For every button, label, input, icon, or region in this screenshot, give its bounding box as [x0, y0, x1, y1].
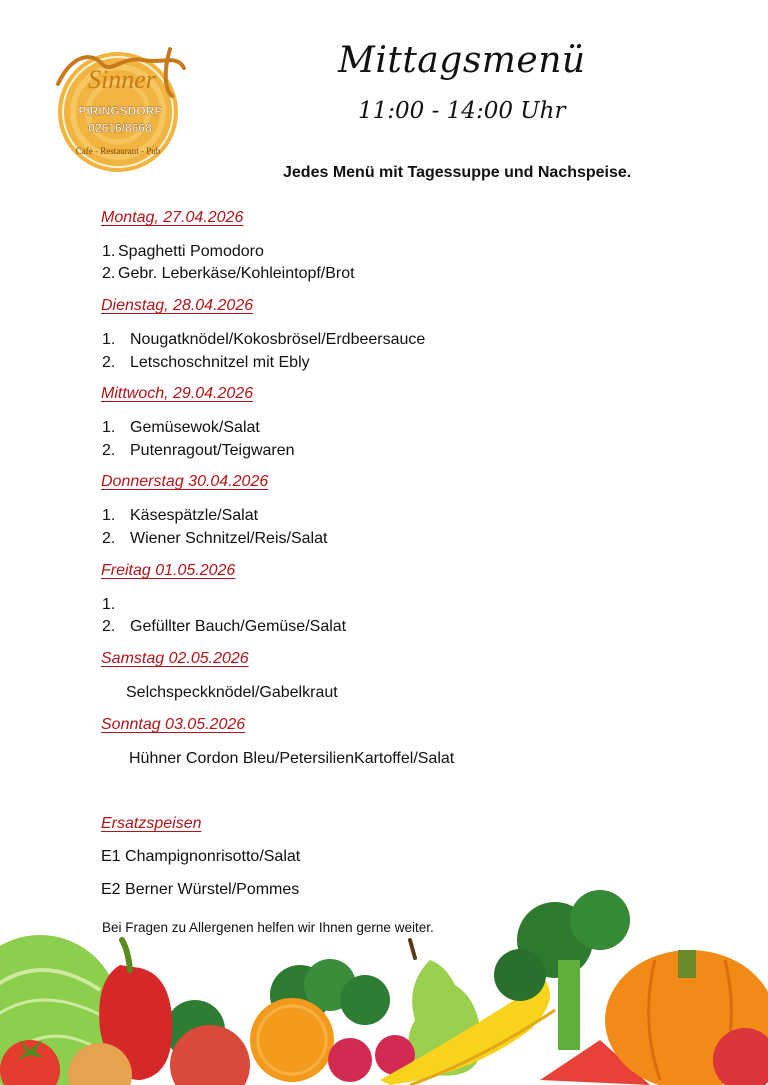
menu-item: 1. — [102, 596, 116, 613]
day-heading-friday: Freitag 01.05.2026 — [101, 562, 236, 579]
menu-item: 2. Putenragout/Teigwaren — [102, 442, 295, 459]
day-heading-sunday: Sonntag 03.05.2026 — [101, 716, 246, 733]
menu-title: Mittagsmenü — [338, 40, 586, 81]
day-heading-wednesday: Mittwoch, 29.04.2026 — [101, 385, 254, 402]
menu-item: 1. Spaghetti Pomodoro — [102, 243, 264, 260]
replacement-item: E1 Champignonrisotto/Salat — [101, 848, 301, 865]
menu-item: 2. Gefüllter Bauch/Gemüse/Salat — [102, 618, 347, 635]
menu-item: 2. Gebr. Leberkäse/Kohleintopf/Brot — [102, 265, 355, 282]
day-heading-saturday: Samstag 02.05.2026 — [101, 650, 249, 667]
replacement-item: E2 Berner Würstel/Pommes — [101, 881, 300, 898]
logo-tagline: Cafe - Restaurant - Pub — [75, 146, 161, 156]
menu-item: Selchspeckknödel/Gabelkraut — [126, 684, 338, 701]
restaurant-logo — [52, 44, 192, 174]
menu-subtitle: Jedes Menü mit Tagessuppe und Nachspeise. — [283, 164, 632, 181]
menu-item: 1. Nougatknödel/Kokosbrösel/Erdbeersauce — [102, 331, 426, 348]
day-heading-tuesday: Dienstag, 28.04.2026 — [101, 297, 254, 314]
menu-item: Hühner Cordon Bleu/PetersilienKartoffel/Salat — [129, 750, 455, 767]
day-heading-thursday: Donnerstag 30.04.2026 — [101, 473, 269, 490]
menu-item: 1. Gemüsewok/Salat — [102, 419, 260, 436]
replacements-heading: Ersatzspeisen — [101, 815, 202, 832]
opening-hours: 11:00 - 14:00 Uhr — [358, 98, 566, 124]
menu-item: 2. Letschoschnitzel mit Ebly — [102, 354, 310, 371]
logo-place: PIRINGSDORF — [78, 104, 162, 118]
day-heading-monday: Montag, 27.04.2026 — [101, 209, 244, 226]
logo-name: Sinner — [88, 65, 156, 94]
menu-item: 2. Wiener Schnitzel/Reis/Salat — [102, 530, 328, 547]
logo-phone: 02616/8668 — [88, 121, 152, 135]
menu-item: 1. Käsespätzle/Salat — [102, 507, 259, 524]
vegetables-illustration — [0, 880, 768, 1085]
allergen-note: Bei Fragen zu Allergenen helfen wir Ihnen gerne weiter. — [102, 920, 434, 935]
